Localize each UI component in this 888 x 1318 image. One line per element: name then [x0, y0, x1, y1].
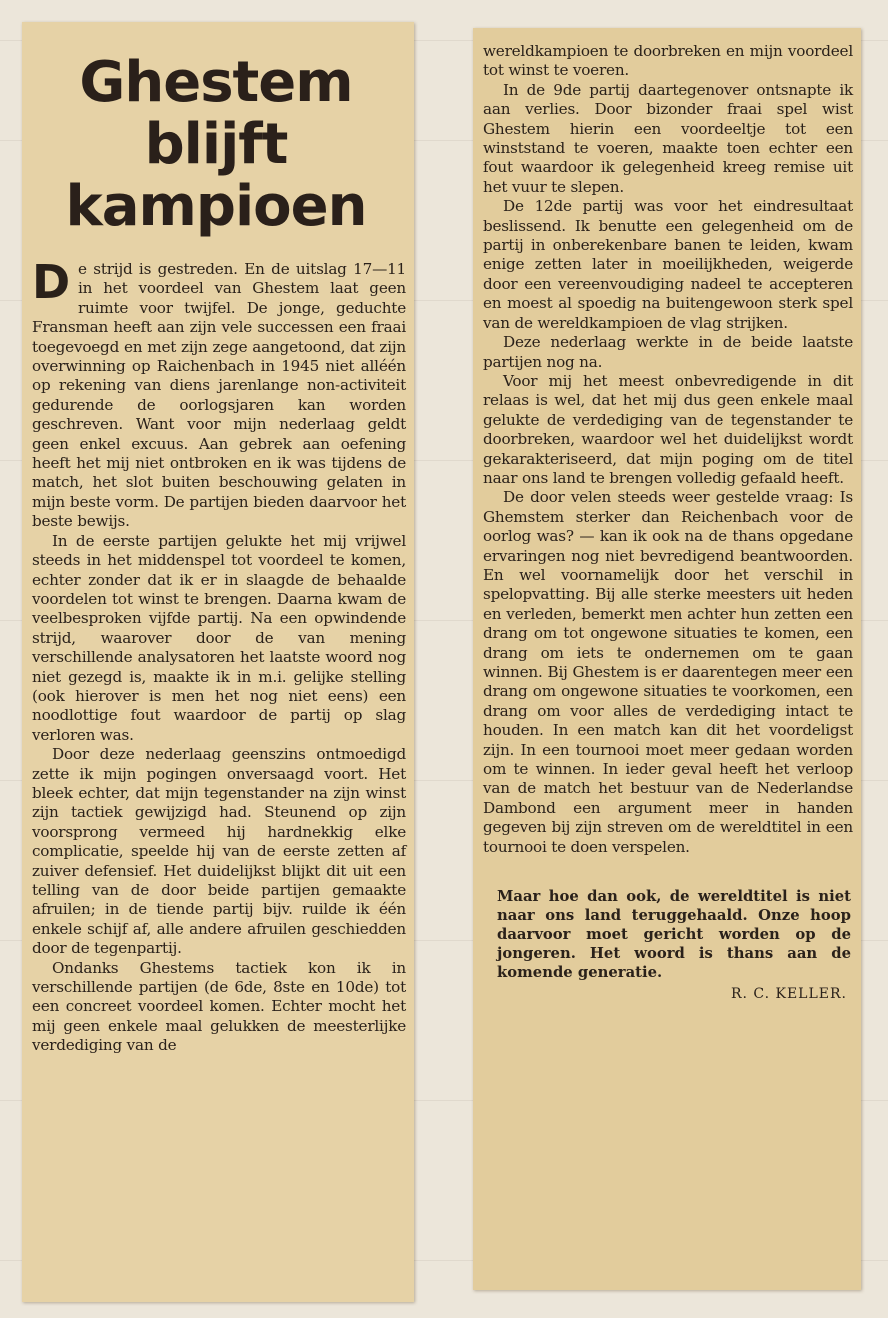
paragraph: De 12de partij was voor het eindresultaat beslissend. Ik benutte een gelegenheid om de partij in onberekenbare banen te leiden, kwam enige zetten later in moeilijkheden, weigerde door een vereenvoudiging nadeel te accepteren en moest al spoedig na buitengewoon sterk spel van de wereldkampioen de vlag strijken.	[483, 197, 853, 332]
paragraph: Ondanks Ghestems tactiek kon ik in verschillende partijen (de 6de, 8ste en 10de) tot een concreet voordeel komen. Echter mocht het mij geen enkele maal gelukken de meesterlijke verdediging van de	[32, 958, 406, 1055]
paragraph: Door deze nederlaag geenszins ontmoedigd zette ik mijn pogingen onversaagd voort. Het bleek echter, dat mijn tegenstander na zijn winst zijn tactiek gewijzigd had. Steunend op zijn voorsprong vermeed hij hardnekkig elke complicatie, speelde hij van de eerste zetten af zuiver defensief. Het duidelijkst blijkt dit uit een telling van de door beide partijen gemaakte afruilen; in de tiende partij bijv. ruilde ik één enkele schijf af, alle andere afruilen geschiedden door de tegenpartij.	[32, 745, 406, 958]
paragraph: Voor mij het meest onbevredigende in dit relaas is wel, dat het mij dus geen enkele maal gelukte de verdediging van de tegenstander te doorbreken, waardoor wel het duidelijkst wordt gekarakteriseerd, dat mijn poging om de titel naar ons land te brengen volledig gefaald heeft.	[483, 371, 853, 487]
left-column-text	[22, 255, 414, 1056]
clipping-left-column	[22, 22, 414, 1302]
paragraph: In de 9de partij daartegenover ontsnapte ik aan verlies. Door bizonder fraai spel wist Ghestem hierin een voordeeltje tot een winststand te voeren, maakte toen echter een fout waardoor ik gelegenheid kreeg remise uit het vuur te slepen.	[483, 80, 853, 196]
headline-line-2: kampioen	[65, 174, 367, 239]
author-signature: R. C. KELLER.	[730, 986, 847, 1003]
paragraph: wereldkampioen te doorbreken en mijn voordeel tot winst te voeren.	[483, 42, 853, 80]
dropcap: D	[32, 255, 70, 309]
paragraph: De door velen steeds weer gestelde vraag: Is Ghemstem sterker dan Reichenbach voor de oorlog was? — kan ik ook na de thans opgedane ervaringen nog niet bevredigend beantwoorden. En wel voornamelijk door het verschil in spelopvatting. Bij alle sterke meesters uit heden en verleden, bemerkt men achter hun zetten een drang om tot ongewone situaties te komen, een drang om iets te ondernemen om te gaan winnen. Bij Ghestem is er daarentegen meer een drang om ongewone situaties te voorkomen, een drang om voor alles de verdediging intact te houden. In een match kan dit het voordeligst zijn. In een tournooi moet meer gedaan worden om te winnen. In ieder geval heeft het verloop van de match het bestuur van de Nederlandse Dambond een argument meer in handen gegeven bij zijn streven om de wereldtitel in een tournooi te doen verspelen.	[483, 488, 853, 856]
paragraph-text: e strijd is gestreden. En de uitslag 17—11 in het voordeel van Ghestem laat geen ruimte voor twijfel. De jonge, geduchte Fransman heeft aan zijn vele successen een fraai toegevoegd en met zijn zege aangetoond, dat zijn overwinning op Raichenbach in 1945 niet alléén op rekening van diens jarenlange non-activiteit gedurende de oorlogsjaren kan worden geschreven. Want voor mijn nederlaag geldt geen enkel excuus. Aan gebrek aan oefening heeft het mij niet ontbroken en ik was tijdens de match, het slot buiten beschouwing gelaten in mijn beste vorm. De partijen bieden daarvoor het beste bewijs.	[32, 260, 406, 531]
paragraph: In de eerste partijen gelukte het mij vrijwel steeds in het middenspel tot voordeel te komen, echter zonder dat ik er in slaagde de behaalde voordelen tot winst te brengen. Daarna kwam de veelbesproken vijfde partij. Na een opwindende strijd, waarover door de van mening verschillende analysatoren het laatste woord nog niet gezegd is, maakte ik in m.i. gelijke stelling (ook hierover is men het nog niet eens) een noodlottige fout waardoor de partij op slag verloren was.	[32, 531, 406, 744]
paragraph: Deze nederlaag werkte in de beide laatste partijen nog na.	[483, 333, 853, 371]
closing-statement: Maar hoe dan ook, de wereldtitel is niet naar ons land teruggehaald. Onze hoop daarvoor moet gericht worden op de jongeren. Het woord is thans aan de komende generatie.	[497, 888, 851, 982]
paragraph	[32, 255, 406, 532]
headline-line-1: Ghestem blijft	[79, 50, 353, 177]
right-column-text	[473, 28, 861, 857]
headline	[24, 52, 408, 238]
clipping-right-column	[473, 28, 861, 1290]
